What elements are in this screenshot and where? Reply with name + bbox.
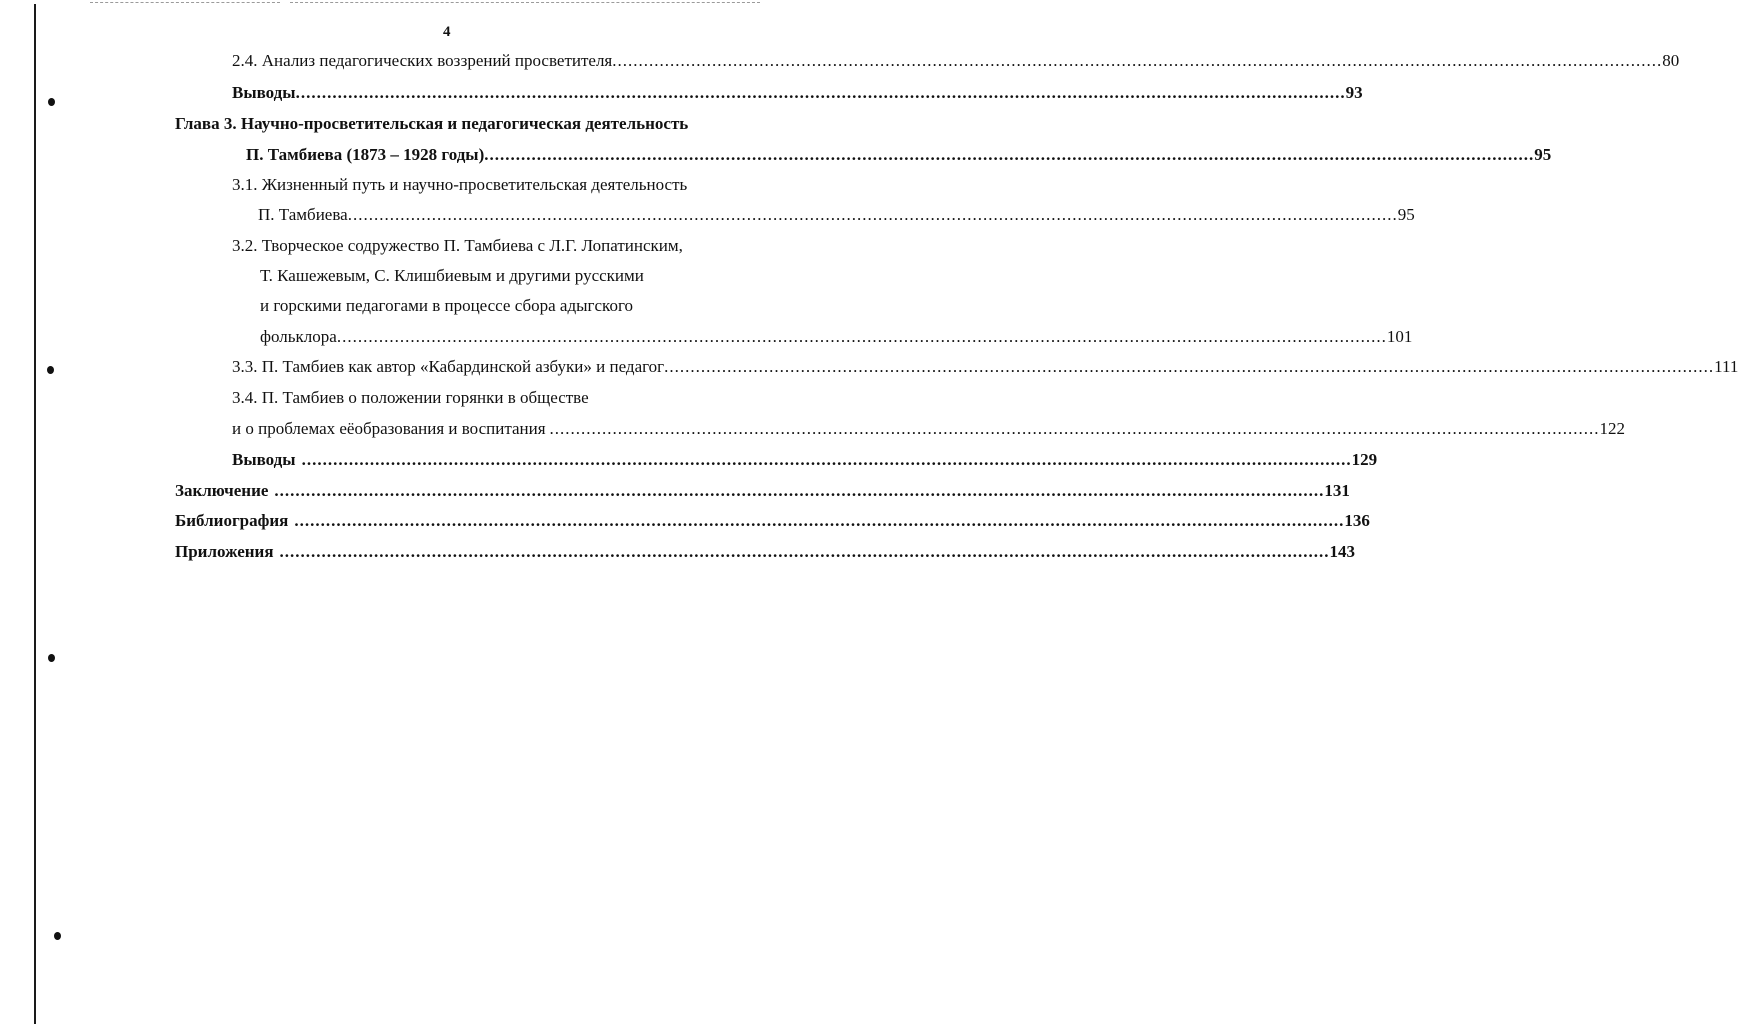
punch-hole-mark <box>48 654 55 662</box>
toc-entry-3-2-title[interactable]: Т. Кашежевым, С. Клишбиевым и другими русскими <box>260 266 644 285</box>
toc-entry-title: и о проблемах её <box>232 419 355 438</box>
toc-page-number: 143 <box>1329 542 1356 561</box>
toc-entry-title: 2.4. Анализ педагогических воззрений просветителя <box>232 51 613 70</box>
top-edge-dash <box>290 2 760 4</box>
toc-page-number: 95 <box>1534 145 1552 164</box>
toc-leader-dots: ........................................................................................................................................................................................................ <box>336 327 1387 346</box>
toc-entry-title: Выводы <box>232 450 296 469</box>
toc-leader-dots: ........................................................................................................................................................................................................ <box>279 542 1330 561</box>
punch-hole-mark <box>48 98 55 106</box>
toc-leader-dots: ........................................................................................................................................................................................................ <box>301 450 1352 469</box>
toc-page-number: 80 <box>1662 51 1680 70</box>
toc-entry-title: Выводы <box>232 83 296 102</box>
toc-entry-title: Приложения <box>175 542 274 561</box>
toc-page-number: 111 <box>1714 357 1738 376</box>
toc-entry-3-2-title[interactable]: и горскими педагогами в процессе сбора адыгского <box>260 296 634 315</box>
toc-chapter-3-subtitle[interactable] <box>246 144 1552 166</box>
toc-entry-vyvody-ch3[interactable] <box>232 449 1378 471</box>
toc-entry-3-1-title[interactable]: 3.1. Жизненный путь и научно-просветительская деятельность <box>232 175 688 194</box>
toc-entry-3-4-title[interactable]: 3.4. П. Тамбиев о положении горянки в обществе <box>232 388 589 407</box>
toc-page-number: 101 <box>1386 327 1413 346</box>
toc-leader-dots: ........................................................................................................................................................................................................ <box>295 83 1346 102</box>
toc-page-number: 122 <box>1599 419 1626 438</box>
toc-entry-title: Заключение <box>175 481 269 500</box>
toc-entry-title: 3.3. П. Тамбиев как автор «Кабардинской азбуки» и педагог <box>232 357 665 376</box>
top-edge-dash <box>90 2 280 4</box>
toc-entry-3-1[interactable] <box>258 204 1415 226</box>
toc-page-number: 129 <box>1351 450 1378 469</box>
toc-page-number: 95 <box>1397 205 1415 224</box>
toc-leader-dots: ........................................................................................................................................................................................................ <box>612 51 1663 70</box>
toc-entry-title: образования и воспитания <box>354 419 546 438</box>
toc-leader-dots: ........................................................................................................................................................................................................ <box>664 357 1715 376</box>
toc-leader-dots: ........................................................................................................................................................................................................ <box>274 481 1325 500</box>
toc-leader-dots: ........................................................................................................................................................................................................ <box>294 511 1345 530</box>
toc-entry-3-2[interactable] <box>260 326 1413 348</box>
page-number: 4 <box>443 24 451 40</box>
toc-leader-dots: ........................................................................................................................................................................................................ <box>549 419 1600 438</box>
toc-chapter-3-heading[interactable]: Глава 3. Научно-просветительская и педагогическая деятельность <box>175 114 689 133</box>
toc-page-number: 131 <box>1324 481 1350 500</box>
toc-page-number: 136 <box>1344 511 1370 530</box>
toc-entry-2-4[interactable] <box>232 50 1680 72</box>
toc-entry-3-4[interactable] <box>232 418 1626 440</box>
punch-hole-mark <box>47 366 54 374</box>
toc-leader-dots: ........................................................................................................................................................................................................ <box>347 205 1398 224</box>
toc-entry-title: П. Тамбиева (1873 – 1928 годы) <box>246 145 485 164</box>
toc-entry-title: П. Тамбиева <box>258 205 348 224</box>
toc-page-number: 93 <box>1345 83 1363 102</box>
toc-entry-3-3[interactable] <box>232 356 1738 378</box>
toc-leader-dots: ........................................................................................................................................................................................................ <box>484 145 1535 164</box>
punch-hole-mark <box>54 932 61 940</box>
toc-entry-bibliography[interactable] <box>175 510 1370 532</box>
toc-entry-vyvody-ch2[interactable] <box>232 82 1363 104</box>
binding-edge-line <box>34 4 36 1024</box>
toc-entry-title: Библиография <box>175 511 289 530</box>
toc-entry-3-2-title[interactable]: 3.2. Творческое содружество П. Тамбиева с Л.Г. Лопатинским, <box>232 236 683 255</box>
toc-entry-conclusion[interactable] <box>175 480 1350 502</box>
toc-entry-appendices[interactable] <box>175 541 1356 563</box>
toc-entry-title: фольклора <box>260 327 337 346</box>
